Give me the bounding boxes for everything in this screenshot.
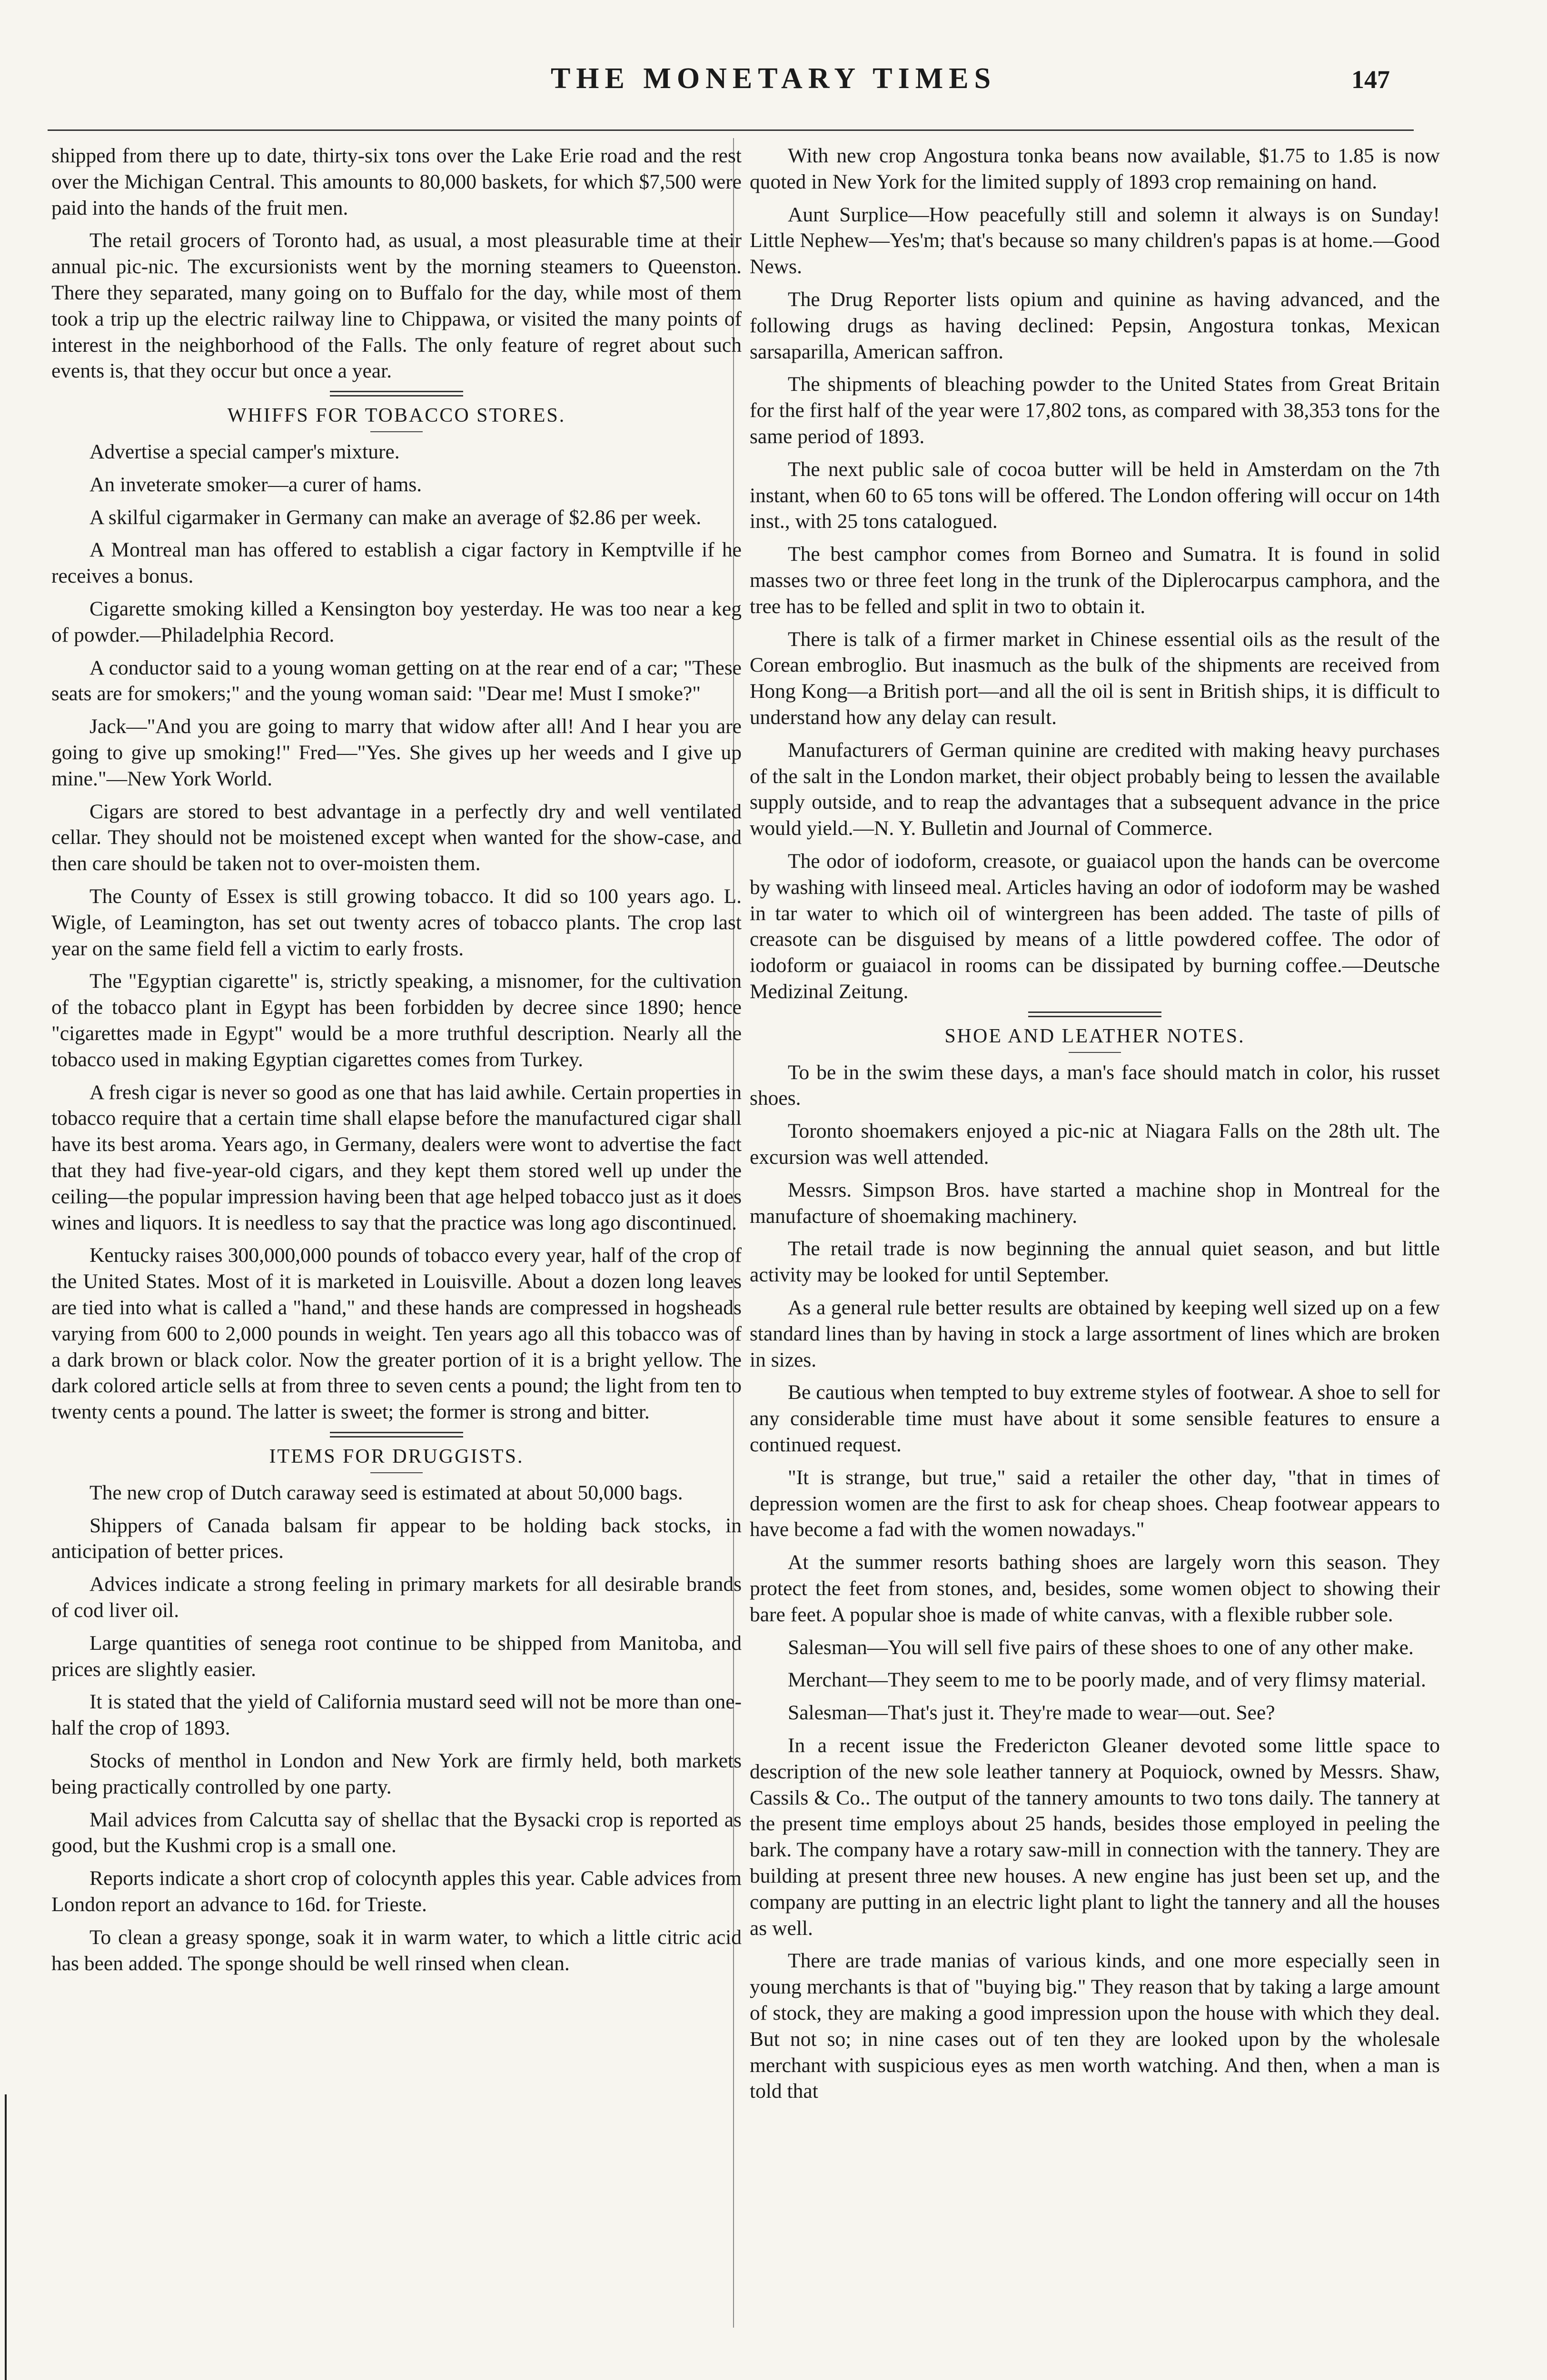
paragraph: The County of Essex is still growing tobacco. It did so 100 years ago. L. Wigle, of Leamington, has set out twenty acres of tobacco plants. The crop last year on the same field fell a victim to early frosts. bbox=[51, 885, 742, 960]
heading-dash bbox=[1069, 1052, 1121, 1053]
paragraph: "It is strange, but true," said a retailer the other day, "that in times of depression women are the first to ask for cheap shoes. Cheap footwear appears to have become a fad with the women nowadays." bbox=[750, 1466, 1440, 1541]
section-rule bbox=[330, 1432, 463, 1438]
page-edge-mark bbox=[5, 2094, 7, 2380]
masthead-rule bbox=[48, 129, 1414, 131]
section-heading: ITEMS FOR DRUGGISTS. bbox=[269, 1445, 524, 1468]
paragraph: Be cautious when tempted to buy extreme styles of footwear. A shoe to sell for any considerable time must have about it some sensible features to ensure a continued request. bbox=[750, 1381, 1440, 1456]
paragraph: To be in the swim these days, a man's face should match in color, his russet shoes. bbox=[750, 1061, 1440, 1110]
paragraph: With new crop Angostura tonka beans now available, $1.75 to 1.85 is now quoted in New York for the limited supply of 1893 crop remaining on hand. bbox=[750, 144, 1440, 193]
paragraph: Reports indicate a short crop of colocynth apples this year. Cable advices from London report an advance to 16d. for Trieste. bbox=[51, 1867, 742, 1916]
paragraph: The shipments of bleaching powder to the United States from Great Britain for the first half of the year were 17,802 tons, as compared with 38,353 tons for the same period of 1893. bbox=[750, 373, 1440, 448]
paragraph: Manufacturers of German quinine are credited with making heavy purchases of the salt in the London market, their object probably being to lessen the available supply outside, and to reap the advantages that a subsequent advance in the price would yield.—N. Y. Bulletin and Journal of Commerce. bbox=[750, 738, 1440, 840]
paragraph: Salesman—You will sell five pairs of these shoes to one of any other make. bbox=[788, 1636, 1414, 1659]
paragraph: The "Egyptian cigarette" is, strictly speaking, a misnomer, for the cultivation of the tobacco plant in Egypt has been forbidden by decree since 1890; hence "cigarettes made in Egypt" would be a more truthful description. Nearly all the tobacco used in making Egyptian cigarettes comes from Turkey. bbox=[51, 970, 742, 1071]
section-druggists bbox=[51, 1432, 742, 1976]
paragraph: A fresh cigar is never so good as one that has laid awhile. Certain properties in tobacco require that a certain time shall elapse before the manufactured cigar shall have its best aroma. Years ago, in Germany, dealers were wont to advertise the fact that they had five-year-old cigars, and they kept them stored well up under the ceiling—the popular impression having been that age helped tobacco just as it does wines and liquors. It is needless to say that the practice was long ago discontinued. bbox=[51, 1081, 742, 1234]
paragraph: Advices indicate a strong feeling in primary markets for all desirable brands of cod liver oil. bbox=[51, 1573, 742, 1622]
paragraph: The retail trade is now beginning the annual quiet season, and but little activity may be looked for until September. bbox=[750, 1237, 1440, 1287]
section-heading: WHIFFS FOR TOBACCO STORES. bbox=[227, 405, 566, 427]
heading-dash bbox=[370, 431, 423, 432]
paragraph: There is talk of a firmer market in Chinese essential oils as the result of the Corean embroglio. But inasmuch as the bulk of the shipments are received from Hong Kong—a British port—and all the oil is sent in British ships, it is difficult to understand how any delay can result. bbox=[750, 627, 1440, 729]
paragraph: Mail advices from Calcutta say of shellac that the Bysacki crop is reported as good, but the Kushmi crop is a small one. bbox=[51, 1808, 742, 1857]
section-shoe-leather bbox=[750, 1012, 1440, 2104]
paragraph: The odor of iodoform, creasote, or guaiacol upon the hands can be overcome by washing with linseed meal. Articles having an odor of iodoform may be washed in tar water to which oil of wintergreen has been added. The taste of pills of creasote can be disguised by means of a little powdered coffee. The odor of iodoform or guaiacol in rooms can be dissipated by burning coffee.—Deutsche Medizinal Zeitung. bbox=[750, 849, 1440, 1003]
paragraph: The Drug Reporter lists opium and quinine as having advanced, and the following drugs as having declined: Pepsin, Angostura tonkas, Mexican sarsaparilla, American saffron. bbox=[750, 288, 1440, 363]
paragraph: Stocks of menthol in London and New York are firmly held, both markets being practically controlled by one party. bbox=[51, 1749, 742, 1798]
section-rule bbox=[330, 391, 463, 397]
paragraph: The retail grocers of Toronto had, as usual, a most pleasurable time at their annual pic-nic. The excursionists went by the morning steamers to Queenston. There they separated, many going on to Buffalo for the day, while most of them took a trip up the electric railway line to Chippawa, or visited the many points of interest in the neighborhood of the Falls. The only feature of regret about such events is, that they occur but once a year. bbox=[51, 229, 742, 383]
paragraph: It is stated that the yield of California mustard seed will not be more than one-half the crop of 1893. bbox=[51, 1690, 742, 1740]
paragraph: Shippers of Canada balsam fir appear to be holding back stocks, in anticipation of better prices. bbox=[51, 1514, 742, 1563]
paragraph: Cigars are stored to best advantage in a perfectly dry and well ventilated cellar. They should not be moistened except when wanted for the show-case, and then care should be taken not to over-moisten them. bbox=[51, 800, 742, 875]
paragraph: Kentucky raises 300,000,000 pounds of tobacco every year, half of the crop of the United States. Most of it is marketed in Louisville. About a dozen long leaves are tied into what is called a "hand," and these hands are compressed in hogsheads varying from 600 to 2,000 pounds in weight. Ten years ago all this tobacco was of a dark brown or black color. Now the greater portion of it is a bright yellow. The dark colored article sells at from three to seven cents a pound; the light from ten to twenty cents a pound. The latter is sweet; the former is strong and bitter. bbox=[51, 1244, 742, 1424]
paragraph: Merchant—They seem to me to be poorly made, and of very flimsy material. bbox=[788, 1668, 1426, 1692]
section-tobacco bbox=[51, 391, 742, 1425]
paragraph: At the summer resorts bathing shoes are largely worn this season. They protect the feet from stones, and, besides, some women object to showing their bare feet. A popular shoe is made of white canvas, with a flexible rubber sole. bbox=[750, 1551, 1440, 1626]
paragraph: The next public sale of cocoa butter will be held in Amsterdam on the 7th instant, when 60 to 65 tons will be offered. The London offering will occur on 14th inst., with 25 tons catalogued. bbox=[750, 457, 1440, 533]
paragraph: In a recent issue the Fredericton Gleaner devoted some little space to description of the new sole leather tannery at Poquiock, owned by Messrs. Shaw, Cassils & Co.. The output of the tannery amounts to two tons daily. The tannery at the present time employs about 25 hands, besides those employed in peeling the bark. The company have a rotary saw-mill in connection with the tannery. They are building at present three new houses. A new engine has just been set up, and the company are putting in an electric light plant to light the tannery and all the houses as well. bbox=[750, 1734, 1440, 1940]
paragraph: A Montreal man has offered to establish a cigar factory in Kemptville if he receives a bonus. bbox=[51, 538, 742, 588]
section-heading: SHOE AND LEATHER NOTES. bbox=[944, 1025, 1245, 1047]
publication-title: THE MONETARY TIMES bbox=[550, 62, 997, 95]
paragraph: As a general rule better results are obtained by keeping well sized up on a few standard lines than by having in stock a large assortment of lines which are broken in sizes. bbox=[750, 1296, 1440, 1371]
paragraph: The best camphor comes from Borneo and Sumatra. It is found in solid masses two or three feet long in the trunk of the Diplerocarpus camphora, and the tree has to be felled and split in two to obtain it. bbox=[750, 543, 1440, 618]
paragraph: Jack—"And you are going to marry that widow after all! And I hear you are going to give up smoking!" Fred—"Yes. She gives up her weeds and I give up mine."—New York World. bbox=[51, 715, 742, 790]
left-column bbox=[51, 143, 742, 1983]
paragraph: shipped from there up to date, thirty-six tons over the Lake Erie road and the rest over the Michigan Central. This amounts to 80,000 baskets, for which $7,500 were paid into the hands of the fruit men. bbox=[51, 144, 742, 219]
paragraph: Large quantities of senega root continue to be shipped from Manitoba, and prices are slightly easier. bbox=[51, 1631, 742, 1681]
masthead bbox=[0, 62, 1547, 119]
paragraph: A conductor said to a young woman getting on at the rear end of a car; "These seats are for smokers;" and the young woman said: "Dear me! Must I smoke?" bbox=[51, 656, 742, 705]
paragraph: To clean a greasy sponge, soak it in warm water, to which a little citric acid has been added. The sponge should be well rinsed when clean. bbox=[51, 1925, 742, 1975]
paragraph: Cigarette smoking killed a Kensington boy yesterday. He was too near a keg of powder.—Philadelphia Record. bbox=[51, 597, 742, 646]
page-number: 147 bbox=[1351, 65, 1390, 94]
paragraph: Advertise a special camper's mixture. bbox=[89, 440, 400, 464]
paragraph: The new crop of Dutch caraway seed is estimated at about 50,000 bags. bbox=[89, 1481, 683, 1504]
paragraph: There are trade manias of various kinds, and one more especially seen in young merchants is that of "buying big." They reason that by taking a large amount of stock, they are making a good impression upon the house with which they deal. But not so; in nine cases out of ten they are looked upon by the wholesale merchant with suspicious eyes as men worth watching. And then, when a man is told that bbox=[750, 1949, 1440, 2103]
heading-dash bbox=[370, 1472, 423, 1473]
paragraph: Aunt Surplice—How peacefully still and solemn it always is on Sunday! Little Nephew—Yes'm; that's because so many children's papas is at home.—Good News. bbox=[750, 203, 1440, 278]
paragraph: An inveterate smoker—a curer of hams. bbox=[89, 473, 422, 496]
paragraph: Salesman—That's just it. They're made to wear—out. See? bbox=[788, 1701, 1275, 1725]
paragraph: Messrs. Simpson Bros. have started a machine shop in Montreal for the manufacture of shoemaking machinery. bbox=[750, 1178, 1440, 1228]
right-column bbox=[750, 143, 1440, 2111]
paragraph: Toronto shoemakers enjoyed a pic-nic at Niagara Falls on the 28th ult. The excursion was well attended. bbox=[750, 1120, 1440, 1169]
paragraph: A skilful cigarmaker in Germany can make an average of $2.86 per week. bbox=[89, 506, 702, 529]
section-rule bbox=[1028, 1012, 1161, 1017]
